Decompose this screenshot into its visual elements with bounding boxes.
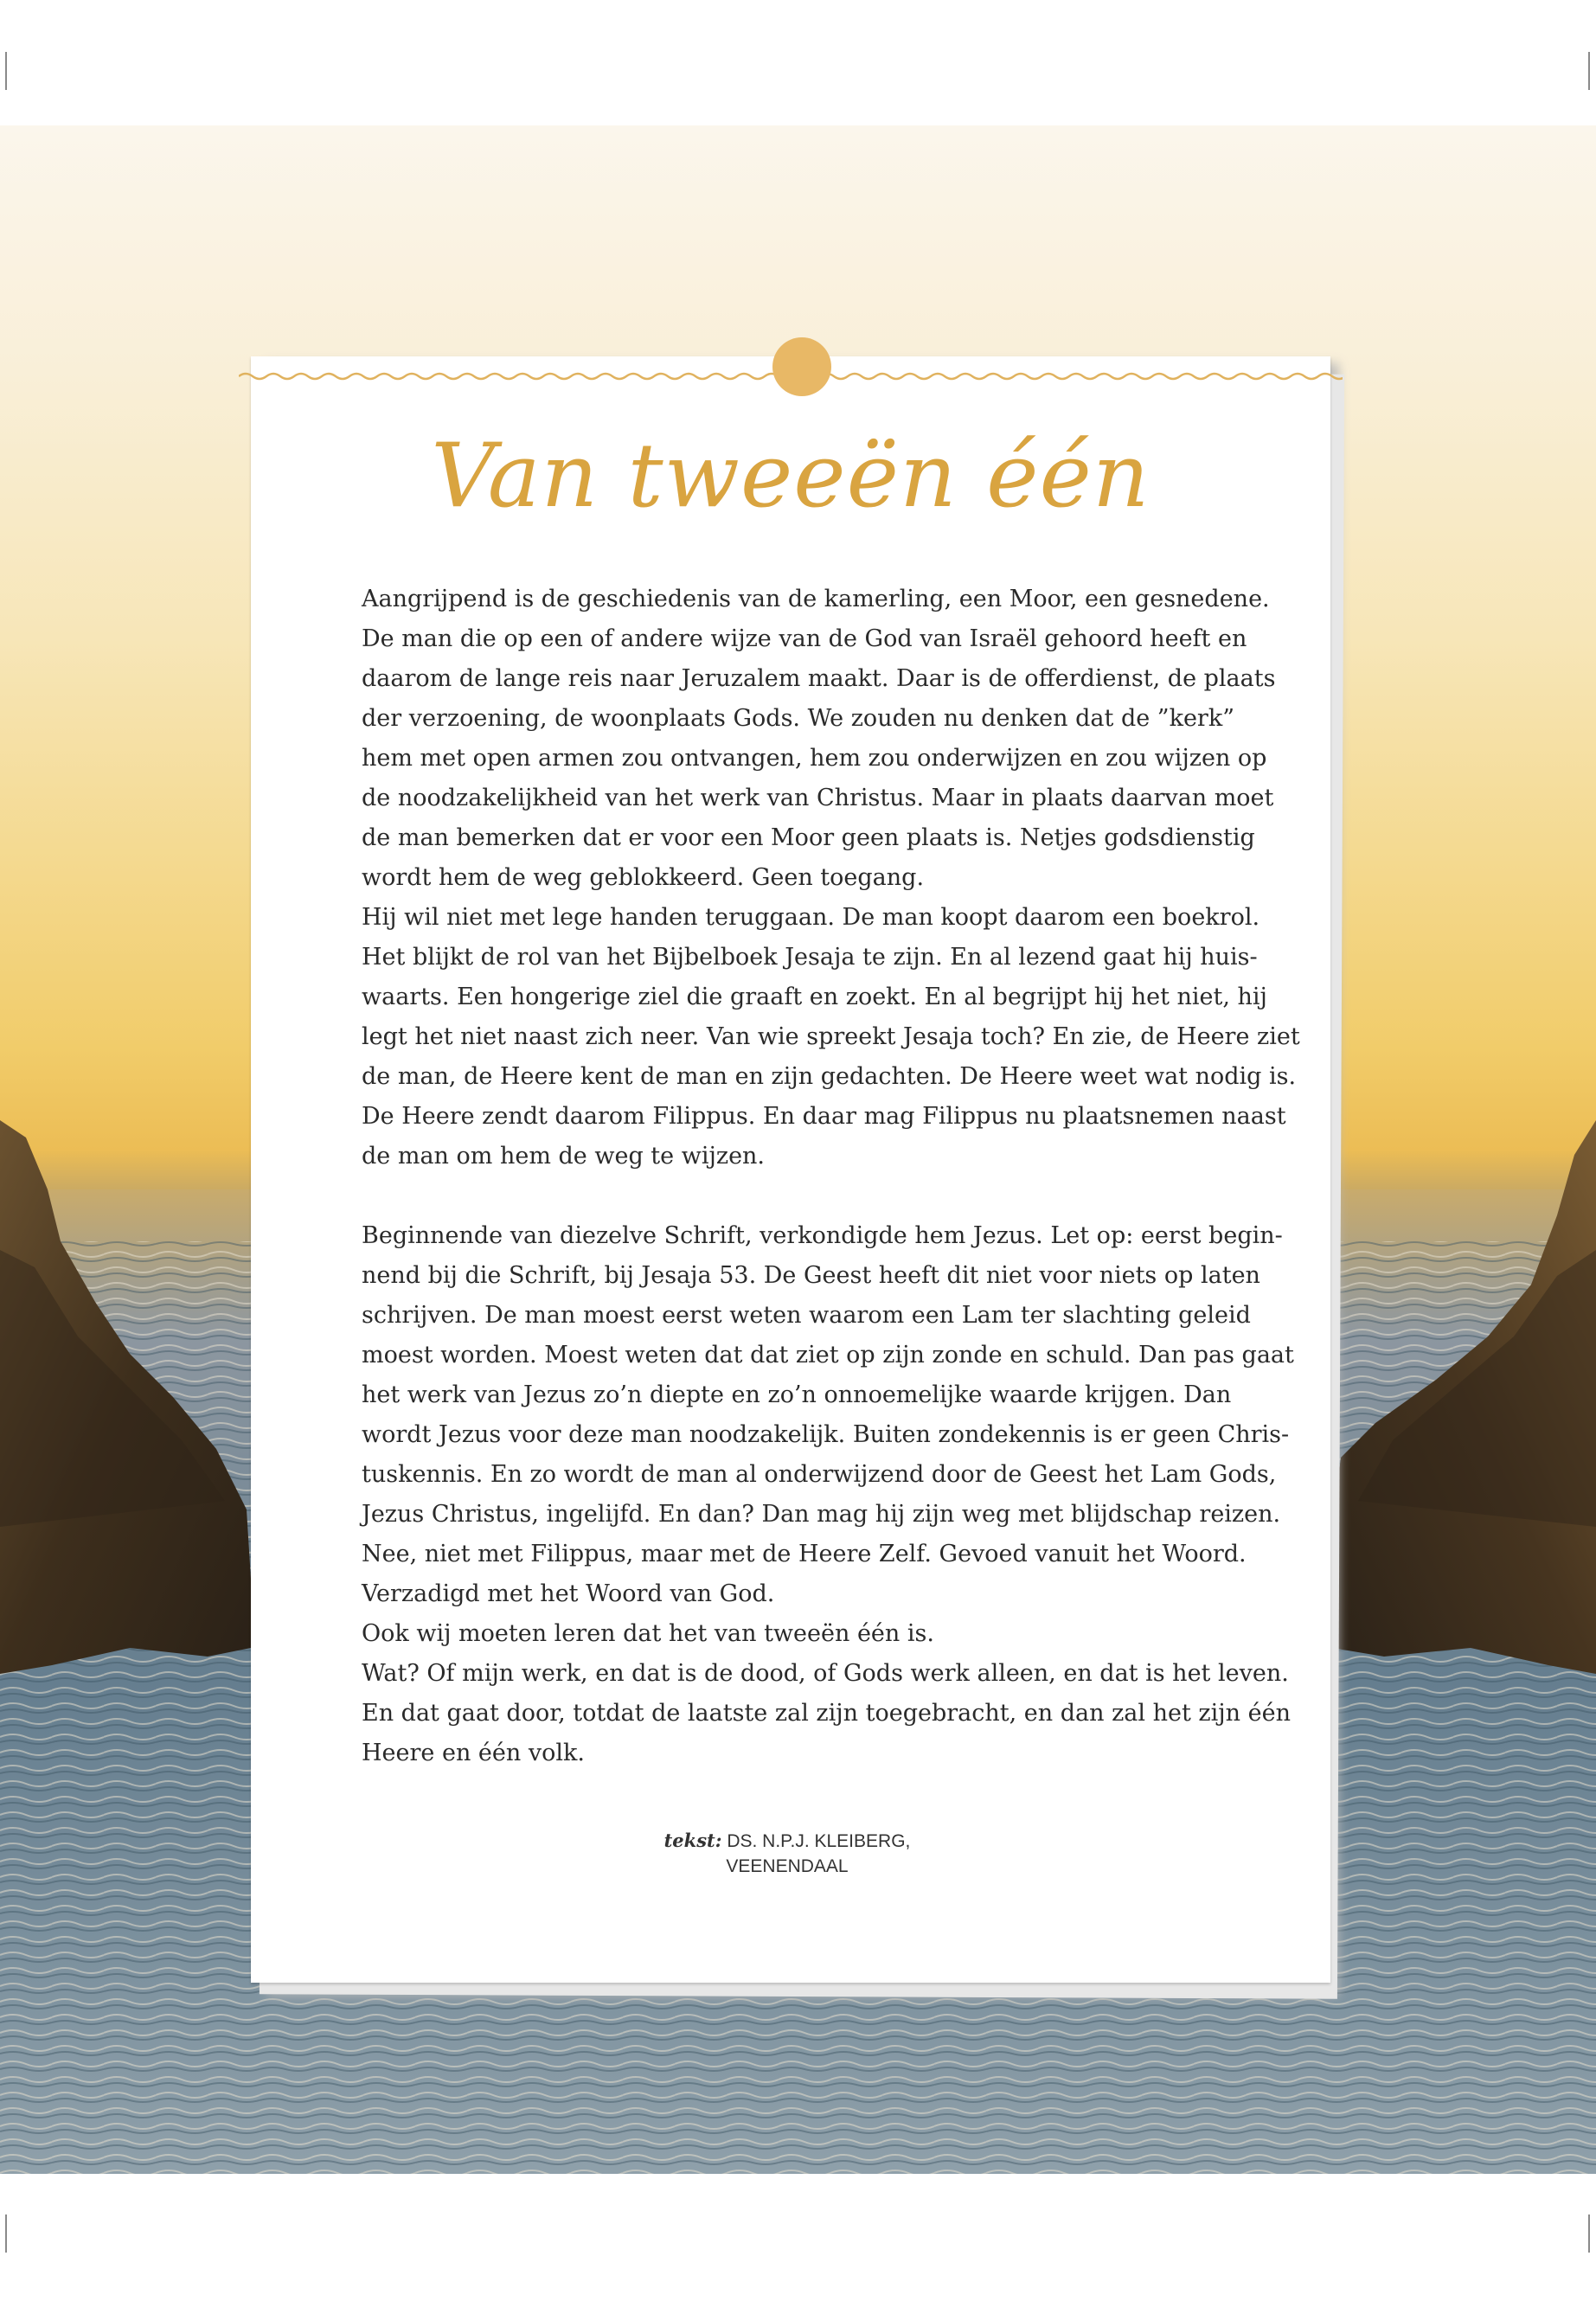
article-title: Van tweeën één bbox=[431, 425, 1151, 528]
body-line: der verzoening, de woonplaats Gods. We zouden nu denken dat de ”kerk” bbox=[362, 705, 1235, 732]
body-line: nend bij die Schrift, bij Jesaja 53. De Geest heeft dit niet voor niets op laten bbox=[362, 1262, 1260, 1289]
body-line: Nee, niet met Filippus, maar met de Heere Zelf. Gevoed vanuit het Woord. bbox=[362, 1541, 1247, 1567]
byline-place: VEENENDAAL bbox=[726, 1856, 849, 1876]
byline bbox=[251, 1828, 1324, 1879]
byline-first-line bbox=[251, 1828, 1324, 1854]
body-line: Wat? Of mijn werk, en dat is de dood, of Gods werk alleen, en dat is het leven. bbox=[362, 1660, 1289, 1687]
body-line: Beginnende van diezelve Schrift, verkondigde hem Jezus. Let op: eerst begin- bbox=[362, 1222, 1283, 1249]
body-line: de man, de Heere kent de man en zijn gedachten. De Heere weet wat nodig is. bbox=[362, 1063, 1297, 1090]
body-line: Aangrijpend is de geschiedenis van de kamerling, een Moor, een gesnedene. bbox=[362, 586, 1270, 612]
body-line: waarts. Een hongerige ziel die graaft en zoekt. En al begrijpt hij het niet, hij bbox=[362, 984, 1267, 1010]
body-line: Ook wij moeten leren dat het van tweeën één is. bbox=[362, 1620, 934, 1647]
body-line: De Heere zendt daarom Filippus. En daar mag Filippus nu plaatsnemen naast bbox=[362, 1103, 1286, 1130]
body-line: Jezus Christus, ingelijfd. En dan? Dan mag hij zijn weg met blijdschap reizen. bbox=[362, 1501, 1281, 1528]
body-line: legt het niet naast zich neer. Van wie spreekt Jesaja toch? En zie, de Heere ziet bbox=[362, 1023, 1300, 1050]
body-line: De man die op een of andere wijze van de God van Israël gehoord heeft en bbox=[362, 625, 1247, 652]
body-line: de noodzakelijkheid van het werk van Christus. Maar in plaats daarvan moet bbox=[362, 785, 1274, 811]
body-line: En dat gaat door, totdat de laatste zal zijn toegebracht, en dan zal het zijn één bbox=[362, 1700, 1291, 1727]
body-line: de man bemerken dat er voor een Moor geen plaats is. Netjes godsdienstig bbox=[362, 824, 1255, 851]
crop-mark-bottom-right bbox=[1588, 2214, 1590, 2253]
paragraph-gap bbox=[362, 1176, 1214, 1216]
crop-mark-top-right bbox=[1588, 52, 1590, 90]
body-line: moest worden. Moest weten dat dat ziet op zijn zonde en schuld. Dan pas gaat bbox=[362, 1342, 1294, 1368]
byline-label: tekst: bbox=[663, 1830, 722, 1851]
body-line: Hij wil niet met lege handen teruggaan. De man koopt daarom een boekrol. bbox=[362, 904, 1260, 931]
body-line: Verzadigd met het Woord van God. bbox=[362, 1580, 775, 1607]
decorative-circle bbox=[772, 337, 831, 396]
body-line: Heere en één volk. bbox=[362, 1740, 585, 1766]
body-line: wordt hem de weg geblokkeerd. Geen toegang. bbox=[362, 864, 925, 891]
body-line: schrijven. De man moest eerst weten waarom een Lam ter slachting geleid bbox=[362, 1302, 1251, 1329]
crop-mark-bottom-left bbox=[5, 2214, 7, 2253]
body-line: tuskennis. En zo wordt de man al onderwijzend door de Geest het Lam Gods, bbox=[362, 1461, 1277, 1488]
body-line: hem met open armen zou ontvangen, hem zou onderwijzen en zou wijzen op bbox=[362, 745, 1267, 772]
body-line: daarom de lange reis naar Jeruzalem maakt. Daar is de offerdienst, de plaats bbox=[362, 665, 1276, 692]
article-body bbox=[362, 580, 1300, 1773]
byline-author: DS. N.P.J. KLEIBERG, bbox=[727, 1831, 911, 1851]
body-line: de man om hem de weg te wijzen. bbox=[362, 1143, 766, 1170]
body-line: wordt Jezus voor deze man noodzakelijk. Buiten zondekennis is er geen Chris- bbox=[362, 1421, 1290, 1448]
body-line: het werk van Jezus zo’n diepte en zo’n onnoemelijke waarde krijgen. Dan bbox=[362, 1381, 1232, 1408]
crop-mark-top-left bbox=[5, 52, 7, 90]
body-line: Het blijkt de rol van het Bijbelboek Jesaja te zijn. En al lezend gaat hij huis- bbox=[362, 944, 1258, 971]
